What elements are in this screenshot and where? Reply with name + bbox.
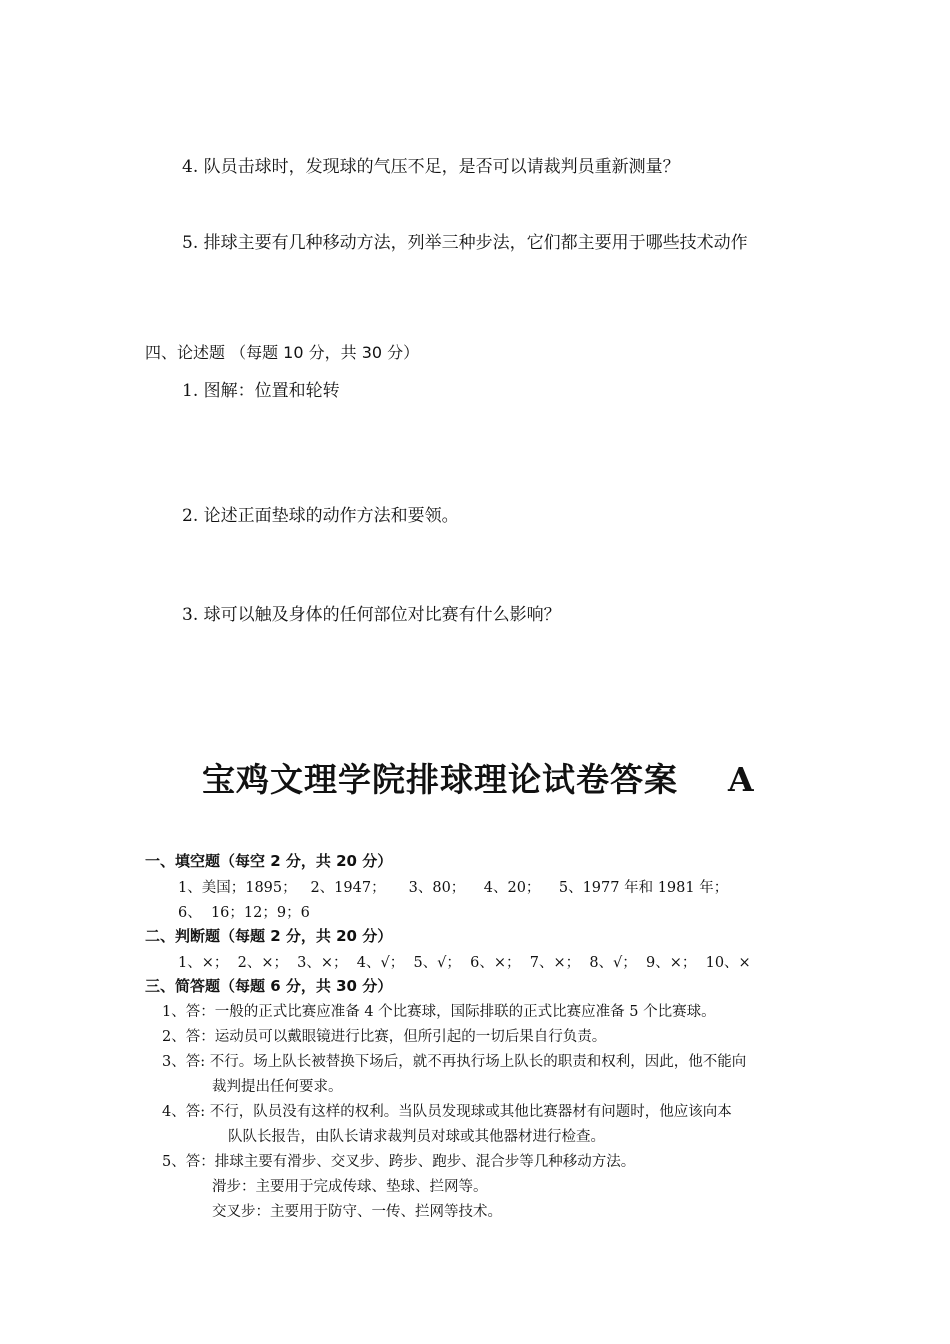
answer-short-5-line-1: 5、答：排球主要有滑步、交叉步、跨步、跑步、混合步等几种移动方法。 [162,1154,636,1170]
answer-fill-line-1: 1、美国；1895； 2、1947； 3、80； 4、20； 5、1977 年和 1981 年； [178,880,729,896]
question-4: 4. 队员击球时，发现球的气压不足，是否可以请裁判员重新测量？ [182,157,680,177]
essay-question-1: 1. 图解：位置和轮转 [182,381,340,401]
answer-fill-line-2: 6、 16；12；9；6 [178,905,310,921]
section-heading-essay: 四、论述题 （每题 10 分，共 30 分） [145,343,420,362]
answer-heading-short: 三、简答题（每题 6 分，共 30 分） [145,977,393,995]
answer-title: 宝鸡文理学院排球理论试卷答案 A [202,760,755,799]
answer-short-3-line-1: 3、答: 不行。场上队长被替换下场后，就不再执行场上队长的职责和权利，因此，他不能向 [162,1054,747,1070]
answer-short-2: 2、答：运动员可以戴眼镜进行比赛，但所引起的一切后果自行负责。 [162,1029,607,1045]
answer-judge-line: 1、×； 2、×； 3、×； 4、√； 5、√； 6、×； 7、×； 8、√； 9、×； 10、× [178,955,751,971]
answer-short-5-line-2: 滑步：主要用于完成传球、垫球、拦网等。 [212,1179,488,1195]
essay-question-3: 3. 球可以触及身体的任何部位对比赛有什么影响？ [182,605,561,625]
question-5: 5. 排球主要有几种移动方法，列举三种步法，它们都主要用于哪些技术动作 [182,233,748,253]
answer-short-5-line-3: 交叉步：主要用于防守、一传、拦网等技术。 [212,1204,502,1220]
answer-short-3-line-2: 裁判提出任何要求。 [212,1079,343,1095]
answer-short-4-line-2: 队队长报告，由队长请求裁判员对球或其他器材进行检查。 [228,1129,605,1145]
answer-short-4-line-1: 4、答: 不行，队员没有这样的权利。当队员发现球或其他比赛器材有问题时，他应该向本 [162,1104,732,1120]
answer-heading-fill: 一、填空题（每空 2 分，共 20 分） [145,852,393,870]
answer-heading-judge: 二、判断题（每题 2 分，共 20 分） [145,927,393,945]
essay-question-2: 2. 论述正面垫球的动作方法和要领。 [182,506,459,526]
answer-short-1: 1、答：一般的正式比赛应准备 4 个比赛球，国际排联的正式比赛应准备 5 个比赛球。 [162,1004,716,1020]
